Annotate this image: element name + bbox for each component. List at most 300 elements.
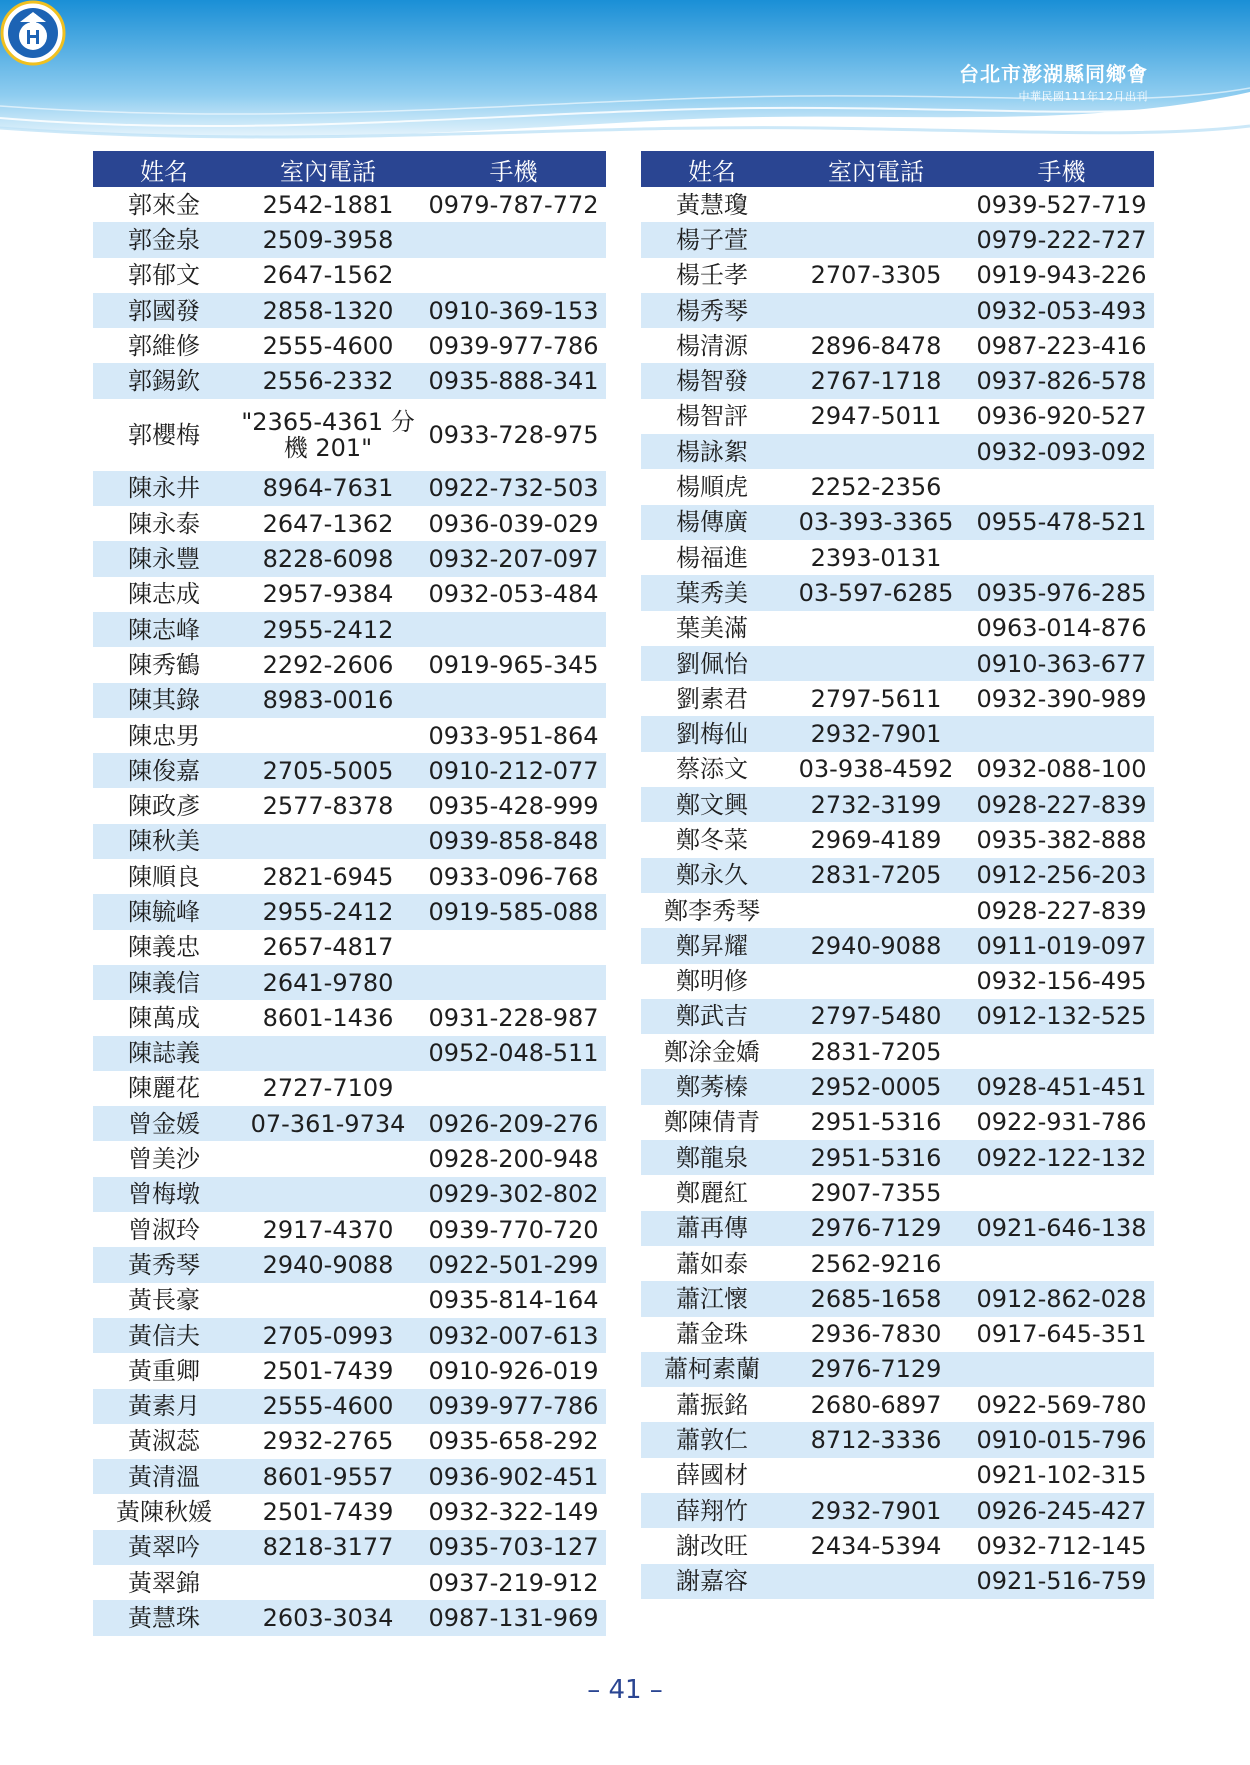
landline-cell [235, 718, 421, 753]
landline-cell: 8983-0016 [235, 683, 421, 718]
mobile-cell: 0932-093-092 [969, 434, 1154, 469]
mobile-cell: 0939-527-719 [969, 187, 1154, 222]
name-cell: 黃翠錦 [93, 1565, 235, 1600]
name-cell: 謝改旺 [641, 1528, 783, 1563]
landline-cell [783, 893, 969, 928]
name-cell: 蕭如泰 [641, 1246, 783, 1281]
landline-cell: 2292-2606 [235, 647, 421, 682]
table-row [641, 1140, 1154, 1175]
table-row [641, 328, 1154, 363]
mobile-cell: 0937-219-912 [421, 1565, 606, 1600]
name-cell: 黃翠吟 [93, 1530, 235, 1565]
name-cell: 黃清溫 [93, 1459, 235, 1494]
name-cell: 楊清源 [641, 328, 783, 363]
mobile-cell: 0919-943-226 [969, 258, 1154, 293]
name-cell: 鄭李秀琴 [641, 893, 783, 928]
mobile-cell: 0912-132-525 [969, 999, 1154, 1034]
mobile-cell: 0922-732-503 [421, 471, 606, 506]
table-row [641, 222, 1154, 257]
name-cell: 黃慧瓊 [641, 187, 783, 222]
table-row [641, 1069, 1154, 1104]
table-row [93, 718, 606, 753]
mobile-cell: 0921-516-759 [969, 1564, 1154, 1599]
landline-cell: 2641-9780 [235, 965, 421, 1000]
mobile-cell: 0910-926-019 [421, 1353, 606, 1388]
landline-cell: 2932-2765 [235, 1424, 421, 1459]
table-row [641, 787, 1154, 822]
name-cell: 鄭昇耀 [641, 928, 783, 963]
table-row [641, 1458, 1154, 1493]
name-cell: 陳其錄 [93, 683, 235, 718]
landline-cell: 8228-6098 [235, 541, 421, 576]
landline-cell: 2951-5316 [783, 1140, 969, 1175]
mobile-cell: 0926-245-427 [969, 1493, 1154, 1528]
table-row [641, 716, 1154, 751]
mobile-cell: 0928-200-948 [421, 1141, 606, 1176]
landline-cell: 8712-3336 [783, 1422, 969, 1457]
landline-cell: 2509-3958 [235, 222, 421, 257]
landline-cell: "2365-4361 分機 201" [235, 399, 421, 471]
table-row [93, 258, 606, 293]
table-row [93, 753, 606, 788]
mobile-cell: 0928-451-451 [969, 1069, 1154, 1104]
name-cell: 楊傳廣 [641, 505, 783, 540]
name-cell: 陳毓峰 [93, 894, 235, 929]
landline-cell: 2976-7129 [783, 1352, 969, 1387]
name-cell: 葉秀美 [641, 575, 783, 610]
name-cell: 郭維修 [93, 328, 235, 363]
name-cell: 陳政彥 [93, 788, 235, 823]
landline-cell [235, 1141, 421, 1176]
mobile-cell: 0921-646-138 [969, 1211, 1154, 1246]
name-cell: 陳萬成 [93, 1000, 235, 1035]
table-row [93, 1424, 606, 1459]
name-cell: 楊智發 [641, 363, 783, 398]
name-cell: 陳義忠 [93, 930, 235, 965]
name-cell: 薛翔竹 [641, 1493, 783, 1528]
mobile-cell: 0939-977-786 [421, 1389, 606, 1424]
landline-cell: 2940-9088 [783, 928, 969, 963]
name-cell: 劉梅仙 [641, 716, 783, 751]
landline-cell: 2955-2412 [235, 894, 421, 929]
table-row [93, 541, 606, 576]
mobile-cell: 0910-369-153 [421, 293, 606, 328]
table-row [641, 1211, 1154, 1246]
mobile-cell: 0935-703-127 [421, 1530, 606, 1565]
mobile-cell: 0919-965-345 [421, 647, 606, 682]
landline-cell: 2907-7355 [783, 1175, 969, 1210]
name-cell: 陳秀鶴 [93, 647, 235, 682]
table-row [641, 1246, 1154, 1281]
mobile-cell: 0987-131-969 [421, 1600, 606, 1635]
mobile-cell [969, 1175, 1154, 1210]
landline-cell [783, 964, 969, 999]
mobile-cell: 0928-227-839 [969, 787, 1154, 822]
directory-table-right [641, 151, 1154, 1599]
mobile-cell: 0936-902-451 [421, 1459, 606, 1494]
landline-cell: 2940-9088 [235, 1247, 421, 1282]
landline-cell: 2732-3199 [783, 787, 969, 822]
mobile-cell: 0932-322-149 [421, 1494, 606, 1529]
landline-cell: 2858-1320 [235, 293, 421, 328]
mobile-cell: 0910-015-796 [969, 1422, 1154, 1457]
table-row [641, 858, 1154, 893]
name-cell: 郭來金 [93, 187, 235, 222]
name-cell: 楊子萱 [641, 222, 783, 257]
mobile-cell: 0939-858-848 [421, 824, 606, 859]
mobile-cell: 0932-390-989 [969, 681, 1154, 716]
mobile-cell: 0936-920-527 [969, 399, 1154, 434]
table-row [93, 1141, 606, 1176]
mobile-cell: 0935-658-292 [421, 1424, 606, 1459]
table-row [641, 752, 1154, 787]
mobile-cell: 0919-585-088 [421, 894, 606, 929]
landline-cell: 2705-5005 [235, 753, 421, 788]
table-row [641, 1105, 1154, 1140]
name-cell: 鄭陳倩青 [641, 1105, 783, 1140]
name-cell: 陳順良 [93, 859, 235, 894]
landline-cell: 2831-7205 [783, 1034, 969, 1069]
name-cell: 蕭再傳 [641, 1211, 783, 1246]
mobile-cell: 0933-096-768 [421, 859, 606, 894]
landline-cell [783, 222, 969, 257]
table-row [641, 469, 1154, 504]
name-cell: 陳俊嘉 [93, 753, 235, 788]
name-cell: 黃重卿 [93, 1353, 235, 1388]
table-row [93, 1283, 606, 1318]
name-cell: 楊順虎 [641, 469, 783, 504]
mobile-cell: 0921-102-315 [969, 1458, 1154, 1493]
table-row [641, 1422, 1154, 1457]
name-cell: 薛國材 [641, 1458, 783, 1493]
landline-cell [235, 1036, 421, 1071]
name-cell: 鄭麗紅 [641, 1175, 783, 1210]
table-row [93, 1459, 606, 1494]
name-cell: 蕭敦仁 [641, 1422, 783, 1457]
landline-cell: 2976-7129 [783, 1211, 969, 1246]
table-row [641, 822, 1154, 857]
mobile-cell: 0933-951-864 [421, 718, 606, 753]
landline-cell: 2555-4600 [235, 328, 421, 363]
table-row [641, 187, 1154, 222]
landline-cell: 2393-0131 [783, 540, 969, 575]
mobile-cell: 0932-088-100 [969, 752, 1154, 787]
name-cell: 陳志成 [93, 577, 235, 612]
mobile-cell: 0936-039-029 [421, 506, 606, 541]
table-row [641, 293, 1154, 328]
table-row [641, 363, 1154, 398]
landline-cell: 2896-8478 [783, 328, 969, 363]
landline-cell: 2562-9216 [783, 1246, 969, 1281]
mobile-cell: 0979-222-727 [969, 222, 1154, 257]
column-header-landline: 室內電話 [235, 151, 421, 187]
table-row [93, 471, 606, 506]
table-row [641, 258, 1154, 293]
name-cell: 陳忠男 [93, 718, 235, 753]
table-row [641, 1352, 1154, 1387]
name-cell: 楊福進 [641, 540, 783, 575]
landline-cell: 2501-7439 [235, 1494, 421, 1529]
mobile-cell: 0932-156-495 [969, 964, 1154, 999]
name-cell: 黃秀琴 [93, 1247, 235, 1282]
mobile-cell: 0922-501-299 [421, 1247, 606, 1282]
table-row [93, 1530, 606, 1565]
landline-cell: 2955-2412 [235, 612, 421, 647]
landline-cell: 2680-6897 [783, 1387, 969, 1422]
table-row [93, 399, 606, 471]
table-row [93, 1247, 606, 1282]
landline-cell: 2542-1881 [235, 187, 421, 222]
table-row [93, 965, 606, 1000]
landline-cell: 2936-7830 [783, 1317, 969, 1352]
name-cell: 蕭金珠 [641, 1317, 783, 1352]
name-cell: 陳麗花 [93, 1071, 235, 1106]
mobile-cell: 0922-122-132 [969, 1140, 1154, 1175]
table-row [641, 540, 1154, 575]
name-cell: 郭金泉 [93, 222, 235, 257]
landline-cell: 2821-6945 [235, 859, 421, 894]
name-cell: 曾梅墩 [93, 1177, 235, 1212]
landline-cell: 2952-0005 [783, 1069, 969, 1104]
table-row [641, 681, 1154, 716]
landline-cell: 2577-8378 [235, 788, 421, 823]
landline-cell: 8601-1436 [235, 1000, 421, 1035]
name-cell: 鄭武吉 [641, 999, 783, 1034]
name-cell: 曾淑玲 [93, 1212, 235, 1247]
table-row [93, 824, 606, 859]
mobile-cell: 0933-728-975 [421, 399, 606, 471]
name-cell: 黃素月 [93, 1389, 235, 1424]
name-cell: 黃信夫 [93, 1318, 235, 1353]
landline-cell: 2501-7439 [235, 1353, 421, 1388]
landline-cell: 8964-7631 [235, 471, 421, 506]
name-cell: 鄭文興 [641, 787, 783, 822]
landline-cell: 2797-5611 [783, 681, 969, 716]
mobile-cell: 0979-787-772 [421, 187, 606, 222]
name-cell: 楊詠絮 [641, 434, 783, 469]
table-row [641, 1034, 1154, 1069]
table-row [93, 683, 606, 718]
mobile-cell: 0935-814-164 [421, 1283, 606, 1318]
table-row [641, 1493, 1154, 1528]
name-cell: 鄭永久 [641, 858, 783, 893]
table-row [93, 647, 606, 682]
column-header-name: 姓名 [641, 151, 783, 187]
name-cell: 黃淑蕊 [93, 1424, 235, 1459]
name-cell: 葉美滿 [641, 611, 783, 646]
mobile-cell: 0932-712-145 [969, 1528, 1154, 1563]
name-cell: 郭郁文 [93, 258, 235, 293]
landline-cell [783, 646, 969, 681]
landline-cell: 2647-1362 [235, 506, 421, 541]
mobile-cell: 0935-976-285 [969, 575, 1154, 610]
name-cell: 陳永井 [93, 471, 235, 506]
mobile-cell [421, 965, 606, 1000]
landline-cell [783, 1564, 969, 1599]
table-row [93, 1565, 606, 1600]
mobile-cell [421, 930, 606, 965]
table-row [641, 399, 1154, 434]
table-row [93, 363, 606, 398]
mobile-cell: 0932-053-484 [421, 577, 606, 612]
table-row [641, 575, 1154, 610]
landline-cell: 2556-2332 [235, 363, 421, 398]
name-cell: 陳永泰 [93, 506, 235, 541]
table-row [93, 788, 606, 823]
mobile-cell: 0917-645-351 [969, 1317, 1154, 1352]
name-cell: 鄭涂金嬌 [641, 1034, 783, 1069]
mobile-cell: 0932-207-097 [421, 541, 606, 576]
mobile-cell: 0929-302-802 [421, 1177, 606, 1212]
landline-cell [783, 611, 969, 646]
landline-cell: 03-597-6285 [783, 575, 969, 610]
mobile-cell [421, 258, 606, 293]
landline-cell: 03-938-4592 [783, 752, 969, 787]
landline-cell: 2603-3034 [235, 1600, 421, 1635]
table-row [641, 928, 1154, 963]
landline-cell [783, 434, 969, 469]
mobile-cell: 0911-019-097 [969, 928, 1154, 963]
name-cell: 陳永豐 [93, 541, 235, 576]
name-cell: 陳義信 [93, 965, 235, 1000]
mobile-cell [969, 1246, 1154, 1281]
name-cell: 楊壬孝 [641, 258, 783, 293]
name-cell: 黃長豪 [93, 1283, 235, 1318]
table-row [641, 1528, 1154, 1563]
table-row [93, 1212, 606, 1247]
landline-cell: 2252-2356 [783, 469, 969, 504]
mobile-cell [969, 716, 1154, 751]
landline-cell: 2957-9384 [235, 577, 421, 612]
column-header-landline: 室內電話 [783, 151, 969, 187]
column-header-mobile: 手機 [969, 151, 1154, 187]
table-row [93, 1353, 606, 1388]
table-row [93, 1494, 606, 1529]
column-header-name: 姓名 [93, 151, 235, 187]
mobile-cell: 0922-569-780 [969, 1387, 1154, 1422]
table-row [641, 611, 1154, 646]
name-cell: 陳志峰 [93, 612, 235, 647]
table-row [641, 646, 1154, 681]
association-logo [0, 0, 66, 66]
mobile-cell: 0987-223-416 [969, 328, 1154, 363]
table-row [93, 187, 606, 222]
mobile-cell: 0912-256-203 [969, 858, 1154, 893]
name-cell: 蕭柯素蘭 [641, 1352, 783, 1387]
table-row [93, 1177, 606, 1212]
landline-cell [235, 824, 421, 859]
name-cell: 黃陳秋媛 [93, 1494, 235, 1529]
landline-cell: 2707-3305 [783, 258, 969, 293]
table-row [93, 1600, 606, 1635]
mobile-cell [421, 612, 606, 647]
table-row [93, 1106, 606, 1141]
landline-cell: 2657-4817 [235, 930, 421, 965]
name-cell: 楊秀琴 [641, 293, 783, 328]
mobile-cell: 0926-209-276 [421, 1106, 606, 1141]
mobile-cell: 0932-053-493 [969, 293, 1154, 328]
name-cell: 曾美沙 [93, 1141, 235, 1176]
mobile-cell: 0931-228-987 [421, 1000, 606, 1035]
name-cell: 鄭冬菜 [641, 822, 783, 857]
table-row [93, 859, 606, 894]
mobile-cell: 0935-888-341 [421, 363, 606, 398]
name-cell: 蕭江懷 [641, 1281, 783, 1316]
mobile-cell: 0955-478-521 [969, 505, 1154, 540]
table-row [641, 434, 1154, 469]
landline-cell: 2727-7109 [235, 1071, 421, 1106]
publication-date: 中華民國111年12月出刊 [1018, 90, 1148, 103]
mobile-cell: 0935-428-999 [421, 788, 606, 823]
landline-cell [235, 1565, 421, 1600]
mobile-cell [421, 683, 606, 718]
mobile-cell: 0922-931-786 [969, 1105, 1154, 1140]
table-row [641, 964, 1154, 999]
organization-name: 台北市澎湖縣同鄉會 [959, 62, 1148, 86]
name-cell: 劉佩怡 [641, 646, 783, 681]
mobile-cell: 0935-382-888 [969, 822, 1154, 857]
mobile-cell: 0928-227-839 [969, 893, 1154, 928]
landline-cell: 07-361-9734 [235, 1106, 421, 1141]
table-row [641, 505, 1154, 540]
landline-cell: 8218-3177 [235, 1530, 421, 1565]
mobile-cell: 0952-048-511 [421, 1036, 606, 1071]
landline-cell: 2917-4370 [235, 1212, 421, 1247]
landline-cell: 2555-4600 [235, 1389, 421, 1424]
page-header [0, 0, 1250, 150]
mobile-cell: 0910-363-677 [969, 646, 1154, 681]
mobile-cell: 0912-862-028 [969, 1281, 1154, 1316]
table-row [641, 1317, 1154, 1352]
mobile-cell: 0937-826-578 [969, 363, 1154, 398]
name-cell: 陳誌義 [93, 1036, 235, 1071]
table-row [93, 1000, 606, 1035]
table-row [93, 293, 606, 328]
name-cell: 曾金媛 [93, 1106, 235, 1141]
landline-cell [783, 187, 969, 222]
mobile-cell [421, 222, 606, 257]
name-cell: 郭錫欽 [93, 363, 235, 398]
name-cell: 郭國發 [93, 293, 235, 328]
table-row [641, 1175, 1154, 1210]
table-row [641, 893, 1154, 928]
page-number: – 41 – [587, 1675, 663, 1705]
landline-cell: 03-393-3365 [783, 505, 969, 540]
mobile-cell [969, 540, 1154, 575]
landline-cell: 2951-5316 [783, 1105, 969, 1140]
name-cell: 黃慧珠 [93, 1600, 235, 1635]
table-row [641, 999, 1154, 1034]
table-row [93, 1036, 606, 1071]
mobile-cell: 0939-770-720 [421, 1212, 606, 1247]
mobile-cell [421, 1071, 606, 1106]
name-cell: 鄭明修 [641, 964, 783, 999]
name-cell: 陳秋美 [93, 824, 235, 859]
landline-cell: 8601-9557 [235, 1459, 421, 1494]
table-row [93, 1071, 606, 1106]
landline-cell: 2932-7901 [783, 1493, 969, 1528]
table-row [93, 506, 606, 541]
landline-cell [235, 1177, 421, 1212]
landline-cell: 2797-5480 [783, 999, 969, 1034]
name-cell: 鄭莠榛 [641, 1069, 783, 1104]
landline-cell: 2969-4189 [783, 822, 969, 857]
table-row [93, 1318, 606, 1353]
landline-cell [783, 1458, 969, 1493]
column-header-mobile: 手機 [421, 151, 606, 187]
mobile-cell: 0910-212-077 [421, 753, 606, 788]
landline-cell: 2831-7205 [783, 858, 969, 893]
